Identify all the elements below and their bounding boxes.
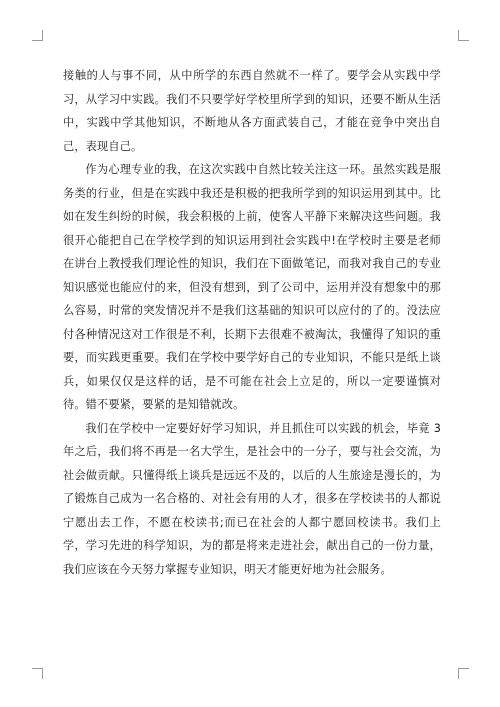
crop-mark-bottom-right bbox=[458, 668, 469, 679]
paragraph-2: 作为心理专业的我，在这次实践中自然比较关注这一环。虽然实践是服务类的行业，但是在实践中我还是积极的把我所学到的知识运用到其中。比如在发生纠纷的时候，我会积极的上前，使客人平静下来解决这些问题。我很开心能把自己在学校学到的知识运用到社会实践中!在学校时主要是老师在讲台上教授我们理论性的知识，我们在下面做笔记，而我对我自己的专业知识感觉也能应付的来，但没有想到，到了公司中，运用并没有想象中的那么容易，时常的突发情况并不是我们这基础的知识可以应付的了的。没法应付各种情况这对工作很是不利，长期下去很难不被淘汰，我懂得了知识的重要，而实践更重要。我们在学校中要学好自己的专业知识，不能只是纸上谈兵，如果仅仅是这样的话，是不可能在社会上立足的，所以一定要谨慎对待。错不要紧，要紧的是知错就改。 bbox=[63, 163, 441, 411]
paragraph-1: 接触的人与事不同，从中所学的东西自然就不一样了。要学会从实践中学习，从学习中实践。我们不只要学好学校里所学到的知识，还要不断从生活中，实践中学其他知识，不断地从各方面武装自己，才能在竞争中突出自己，表现自己。 bbox=[63, 69, 441, 153]
crop-mark-bottom-left bbox=[32, 668, 43, 679]
crop-mark-top-left bbox=[32, 30, 43, 41]
paragraph-3: 我们在学校中一定要好好学习知识，并且抓住可以实践的机会，毕竟 3 年之后，我们将不再是一名大学生，是社会中的一分子，要与社会交流，为社会做贡献。只懂得纸上谈兵是远远不及的，以后的人生旅途是漫长的，为了锻炼自己成为一名合格的、对社会有用的人才，很多在学校读书的人都说宁愿出去工作，不愿在校读书;而已在社会的人都宁愿回校读书。我们上学，学习先进的科学知识，为的都是将来走进社会，献出自己的一份力量，我们应该在今天努力掌握专业知识，明天才能更好地为社会服务。 bbox=[63, 421, 441, 576]
document-body bbox=[63, 64, 441, 581]
crop-mark-top-right bbox=[458, 30, 469, 41]
